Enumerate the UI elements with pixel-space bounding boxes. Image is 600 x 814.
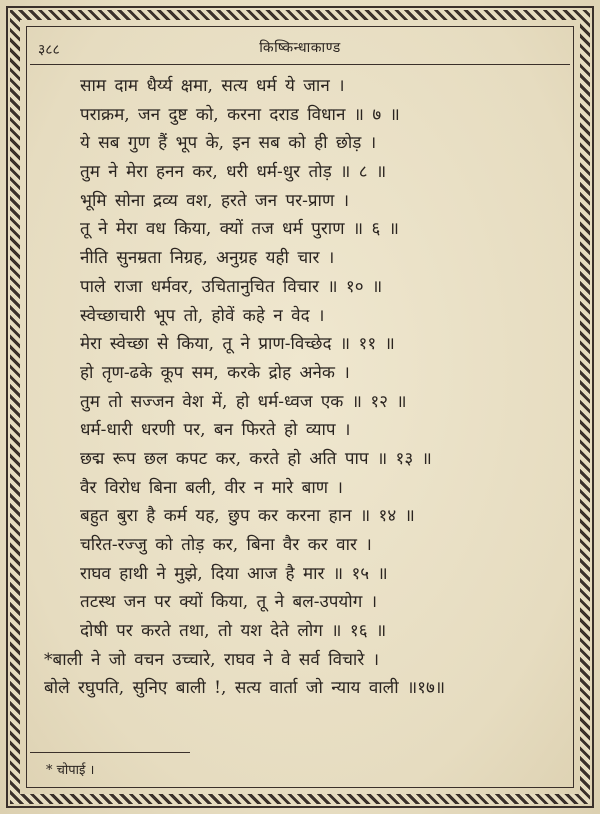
- verse-line: वैर विरोध बिना बली, वीर न मारे बाण ।: [80, 477, 343, 498]
- verse-line: छद्म रूप छल कपट कर, करते हो अति पाप ॥ १३ ॥: [80, 448, 432, 469]
- verse-line: तू ने मेरा वध किया, क्यों तज धर्म पुराण ॥ ६ ॥: [80, 219, 399, 240]
- header-rule: [30, 64, 570, 65]
- verse-line: ये सब गुण हैं भूप के, इन सब को ही छोड़ ।: [80, 133, 377, 154]
- verse-line: हो तृण-ढके कूप सम, करके द्रोह अनेक ।: [80, 362, 350, 383]
- verse-line: चरित-रज्जु को तोड़ कर, बिना वैर कर वार ।: [80, 535, 372, 555]
- footnote-rule: [30, 752, 190, 753]
- footnote: * चोपाई ।: [46, 763, 95, 778]
- verse-line: साम दाम धैर्य्य क्षमा, सत्य धर्म ये जान ।: [80, 76, 345, 96]
- verse-line: भूमि सोना द्रव्य वश, हरते जन पर-प्राण ।: [80, 190, 350, 211]
- verse-line: पाले राजा धर्मवर, उचितानुचित विचार ॥ १० ॥: [80, 276, 383, 297]
- verse-line: तुम ने मेरा हनन कर, धरी धर्म-धुर तोड़ ॥ ८ ॥: [80, 162, 387, 183]
- verse-line: मेरा स्वेच्छा से किया, तू ने प्राण-विच्छेद ॥ ११ ॥: [80, 334, 395, 355]
- verse-line: धर्म-धारी धरणी पर, बन फिरते हो व्याप ।: [80, 420, 351, 441]
- verse-line: नीति सुनम्रता निग्रह, अनुग्रह यही चार ।: [80, 248, 335, 269]
- page-number: ३८८: [38, 42, 60, 58]
- verse-line: बहुत बुरा है कर्म यह, छुप कर करना हान ॥ १४ ॥: [80, 506, 415, 527]
- verse-block: [44, 72, 562, 703]
- verse-line: तुम तो सज्जन वेश में, हो धर्म-ध्वज एक ॥ १२ ॥: [80, 391, 407, 412]
- verse-line: पराक्रम, जन दुष्ट को, करना दराड विधान ॥ ७ ॥: [80, 104, 400, 125]
- verse-line: तटस्थ जन पर क्यों किया, तू ने बल-उपयोग ।: [80, 592, 378, 613]
- verse-line: स्वेच्छाचारी भूप तो, होवें कहे न वेद ।: [80, 305, 325, 326]
- page-header: [30, 36, 570, 60]
- verse-line: दोषी पर करते तथा, तो यश देते लोग ॥ १६ ॥: [80, 621, 387, 642]
- verse-line: राघव हाथी ने मुझे, दिया आज है मार ॥ १५ ॥: [80, 563, 388, 584]
- verse-line: *बाली ने जो वचन उच्चारे, राघव ने वे सर्व विचारे ।: [44, 649, 380, 670]
- running-title: किष्किन्धाकाण्ड: [259, 40, 341, 56]
- verse-line: बोले रघुपति, सुनिए बाली !, सत्य वार्ता जो न्याय वाली ॥१७॥: [44, 678, 446, 699]
